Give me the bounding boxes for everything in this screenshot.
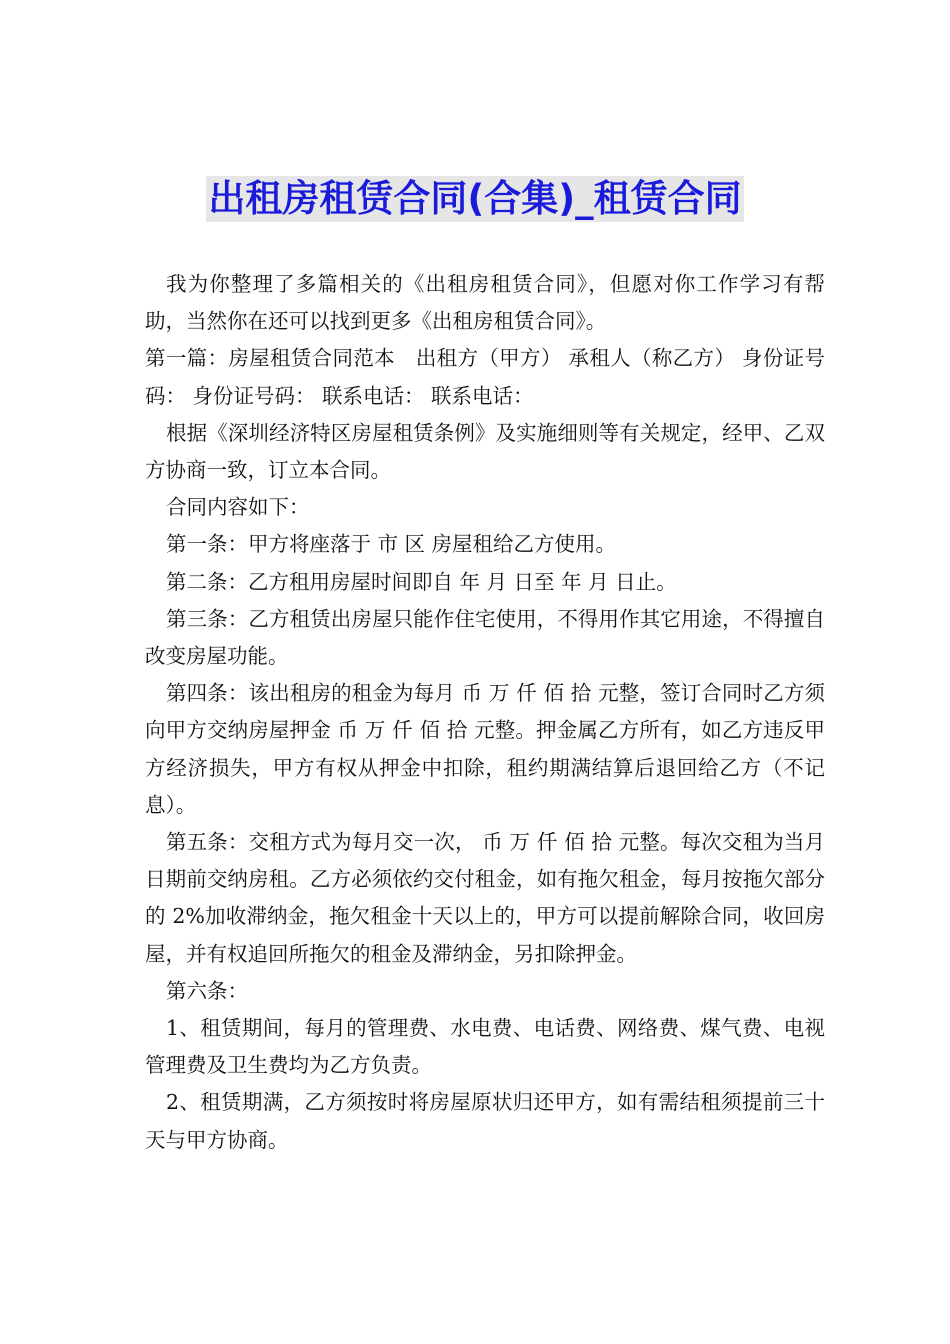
article-6-item-2: 2、租赁期满，乙方须按时将房屋原状归还甲方，如有需结租须提前三十天与甲方协商。 [145, 1090, 825, 1152]
article-6-item-1: 1、租赁期间，每月的管理费、水电费、电话费、网络费、煤气费、电视管理费及卫生费均为乙方负责。 [145, 1016, 825, 1078]
article-4: 第四条：该出租房的租金为每月 币 万 仟 佰 拾 元整，签订合同时乙方须向甲方交纳房屋押金 币 万 仟 佰 拾 元整。押金属乙方所有，如乙方违反甲方经济损失，甲方有权从押金中扣除，租约期满结算后退回给乙方（不记息）。 [145, 681, 825, 817]
title-container [0, 176, 950, 222]
article-2: 第二条：乙方租用房屋时间即自 年 月 日至 年 月 日止。 [166, 569, 677, 594]
article-5: 第五条：交租方式为每月交一次， 币 万 仟 佰 拾 元整。每次交租为当月 日期前交纳房租。乙方必须依约交付租金，如有拖欠租金，每月按拖欠部分的 2%加收滞纳金，拖欠租金十天以上的，甲方可以提前解除合同，收回房屋，并有权追回所拖欠的租金及滞纳金，另扣除押金。 [145, 830, 825, 966]
contents-heading: 合同内容如下： [166, 495, 310, 520]
article-3: 第三条：乙方租赁出房屋只能作住宅使用，不得用作其它用途，不得擅自改变房屋功能。 [145, 606, 825, 669]
document-body [145, 266, 825, 1159]
intro-paragraph: 我为你整理了多篇相关的《出租房租赁合同》，但愿对你工作学习有帮助，当然你在还可以找到更多《出租房租赁合同》。 [145, 272, 825, 334]
document-title: 出租房租赁合同(合集)_租赁合同 [208, 177, 742, 220]
basis-paragraph: 根据《深圳经济特区房屋租赁条例》及实施细则等有关规定，经甲、乙双方协商一致，订立本合同。 [145, 420, 825, 483]
article-6: 第六条： [166, 978, 248, 1003]
article-1: 第一条：甲方将座落于 市 区 房屋租给乙方使用。 [166, 532, 617, 557]
section-one-paragraph: 第一篇：房屋租赁合同范本 出租方（甲方） 承租人（称乙方） 身份证号码： 身份证号码： 联系电话： 联系电话： [145, 346, 825, 408]
